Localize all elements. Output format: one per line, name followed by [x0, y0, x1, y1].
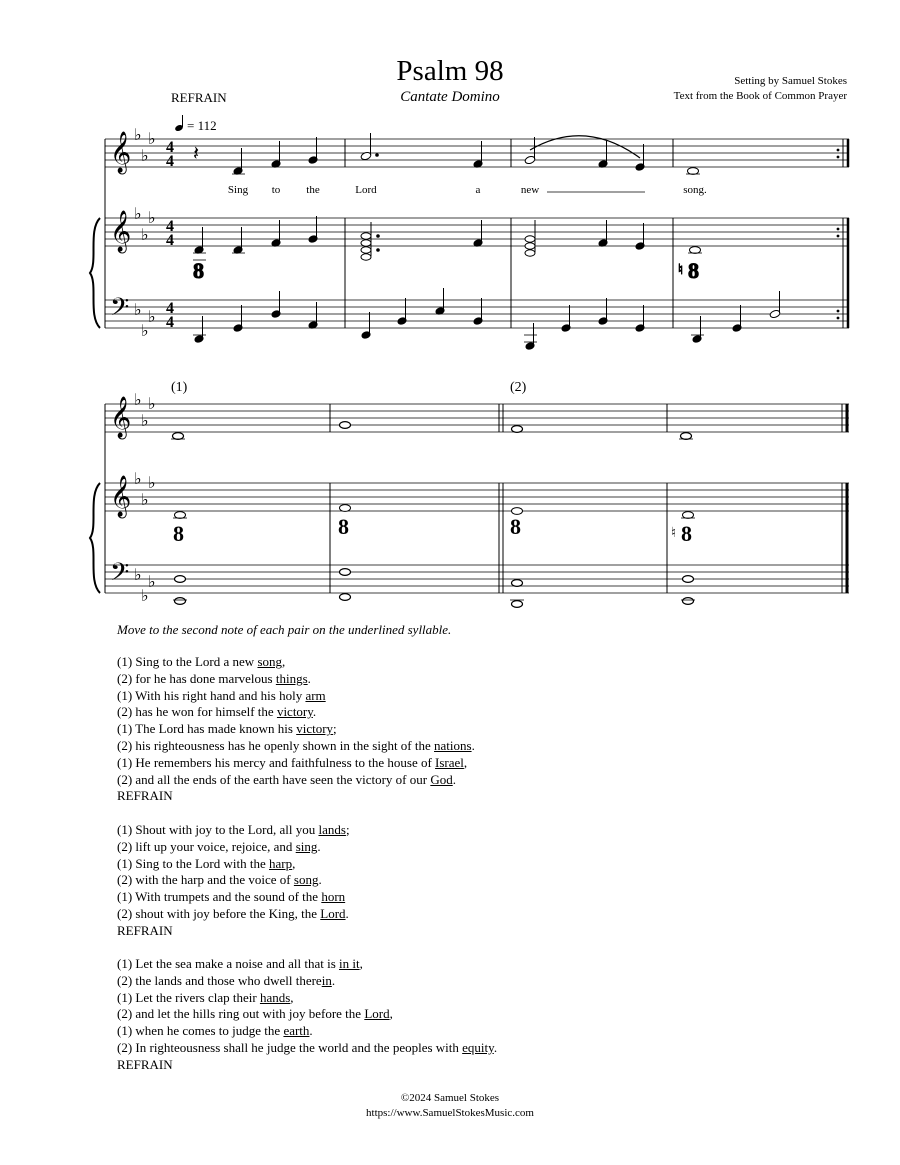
verse-line: (2) lift up your voice, rejoice, and sing. [117, 838, 321, 854]
svg-text:♭: ♭ [148, 475, 156, 492]
system-1 [90, 127, 849, 350]
svg-text:4: 4 [166, 153, 174, 170]
piano-treble-staff-2 [105, 483, 849, 511]
treble-clef-icon: 𝄞 [110, 476, 132, 516]
svg-text:8: 8 [688, 258, 699, 283]
stanza-1 [117, 654, 475, 805]
refrain-lyrics [228, 184, 707, 196]
svg-text:8: 8 [193, 258, 204, 283]
refrain-marker: REFRAIN [117, 922, 173, 938]
verse-line: (2) and all the ends of the earth have seen the victory of our God. [117, 771, 456, 787]
verse-line: (2) and let the hills ring out with joy before the Lord, [117, 1006, 393, 1022]
svg-text:8: 8 [173, 521, 184, 546]
treble-clef-icon: 𝄞 [110, 132, 132, 172]
svg-text:♮: ♮ [671, 526, 677, 541]
lyric-syllable: new [520, 184, 540, 196]
verse-line: (2) with the harp and the voice of song. [117, 872, 322, 888]
svg-text:♭: ♭ [134, 127, 142, 144]
svg-text:4: 4 [166, 232, 174, 249]
system-2 [90, 380, 849, 607]
svg-text:♭: ♭ [134, 567, 142, 584]
verse-line: (1) Let the sea make a noise and all that is in it, [117, 956, 363, 971]
verse-line: (1) He remembers his mercy and faithfulness to the house of Israel, [117, 754, 468, 770]
stanza-3 [117, 956, 497, 1074]
key-signature-flats-icon [134, 127, 156, 340]
svg-text:♭: ♭ [141, 413, 149, 430]
piano-brace-icon [90, 483, 100, 593]
svg-text:♭: ♭ [148, 131, 156, 148]
refrain-marker: REFRAIN [117, 788, 173, 804]
svg-text:♮: ♮ [678, 263, 684, 278]
lyric-syllable: a [475, 184, 481, 196]
text-source: Text from the Book of Common Prayer [673, 90, 847, 102]
page-title: Psalm 98 [396, 55, 504, 87]
chant-label-2: (2) [510, 380, 527, 395]
treble-clef-icon: 𝄞 [110, 397, 132, 437]
bass-clef-icon: 𝄢 [110, 559, 130, 592]
time-signature-icon [166, 139, 174, 331]
setting-credit: Setting by Samuel Stokes [734, 75, 847, 87]
chant-label-1: (1) [171, 380, 188, 395]
stanza-2 [117, 822, 350, 940]
bass-clef-icon: 𝄢 [110, 294, 130, 327]
verse-line: (2) shout with joy before the King, the Lord. [117, 905, 349, 921]
chant-voice-notes [171, 422, 693, 440]
piano-brace-icon [90, 218, 100, 328]
svg-text:8: 8 [510, 514, 521, 539]
verse-line: (1) Shout with joy to the Lord, all you lands; [117, 822, 350, 837]
verse-line: (1) when he comes to judge the earth. [117, 1023, 313, 1039]
verse-line: (2) the lands and those who dwell therein. [117, 972, 336, 988]
lyric-syllable: Lord [355, 184, 377, 196]
treble-clef-icon: 𝄞 [110, 211, 132, 251]
refrain-label: REFRAIN [171, 90, 227, 105]
lyric-syllable: the [306, 184, 320, 196]
verse-line: (1) Let the rivers clap their hands, [117, 989, 294, 1005]
svg-text:♭: ♭ [134, 471, 142, 488]
svg-text:♭: ♭ [134, 392, 142, 409]
lyric-syllable: song. [683, 184, 707, 196]
verse-line: (2) In righteousness shall he judge the world and the peoples with equity. [117, 1039, 498, 1055]
footer-url-link[interactable]: https://www.SamuelStokesMusic.com [366, 1107, 534, 1119]
verse-line: (1) With trumpets and the sound of the horn [117, 889, 346, 905]
instruction-text: Move to the second note of each pair on the underlined syllable. [117, 622, 452, 637]
verse-line: (1) With his right hand and his holy arm [117, 687, 326, 703]
voice-staff-2 [105, 404, 849, 432]
verse-line: (2) his righteousness has he openly shown in the sight of the nations. [117, 737, 475, 753]
svg-text:♭: ♭ [141, 588, 149, 605]
quarter-rest-icon: 𝄽 [193, 143, 200, 165]
footer-copyright: ©2024 Samuel Stokes [400, 1092, 500, 1104]
piano-bass-staff-2 [105, 565, 849, 593]
svg-text:♭: ♭ [141, 492, 149, 509]
svg-text:♭: ♭ [134, 302, 142, 319]
svg-text:8: 8 [681, 521, 692, 546]
refrain-marker: REFRAIN [117, 1056, 173, 1072]
svg-text:4: 4 [166, 300, 174, 317]
tempo-quarter-note-icon [174, 115, 184, 132]
svg-text:4: 4 [166, 218, 174, 235]
piano-bass-notes [193, 288, 781, 350]
lyric-syllable: to [271, 184, 281, 196]
svg-text:4: 4 [166, 139, 174, 156]
verse-line: (2) has he won for himself the victory. [117, 704, 317, 720]
svg-text:♭: ♭ [148, 210, 156, 227]
svg-text:4: 4 [166, 314, 174, 331]
tempo-marking: = 112 [187, 118, 217, 133]
verse-line: (2) for he has done marvelous things. [117, 670, 311, 686]
svg-text:♭: ♭ [148, 574, 156, 591]
svg-text:8: 8 [338, 514, 349, 539]
svg-text:♭: ♭ [148, 309, 156, 326]
verse-line: (1) Sing to the Lord a new song, [117, 654, 286, 669]
verse-line: (1) Sing to the Lord with the harp, [117, 855, 296, 871]
key-signature-flats-icon [134, 392, 156, 605]
lyric-syllable: Sing [227, 184, 249, 196]
chant-piano-bass-notes [173, 569, 695, 608]
svg-text:♭: ♭ [141, 227, 149, 244]
page-subtitle: Cantate Domino [400, 89, 500, 105]
piano-treble-notes [193, 216, 702, 283]
svg-text:♭: ♭ [148, 396, 156, 413]
verse-line: (1) The Lord has made known his victory; [117, 721, 337, 737]
svg-text:♭: ♭ [134, 206, 142, 223]
svg-text:♭: ♭ [141, 323, 149, 340]
svg-text:♭: ♭ [141, 148, 149, 165]
